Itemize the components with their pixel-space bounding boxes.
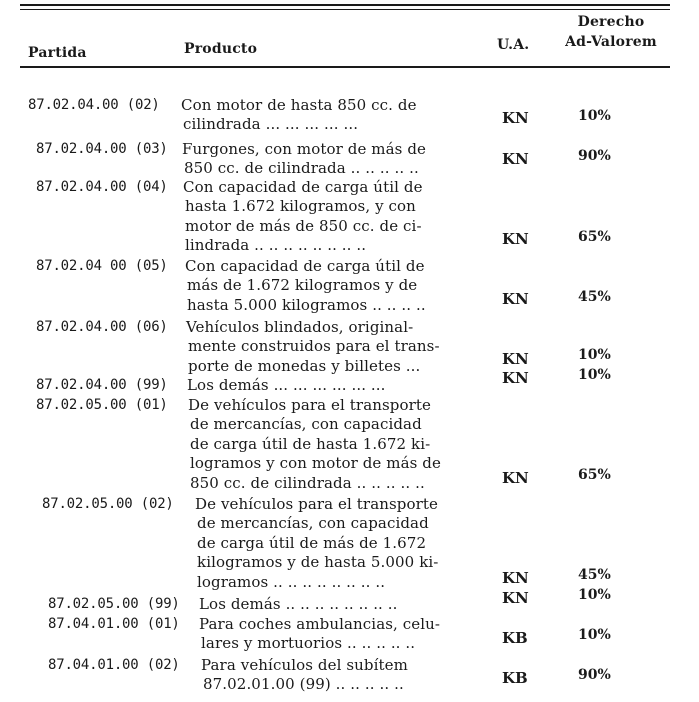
partida-cell: 87.02.05.00 (02) bbox=[42, 496, 174, 512]
producto-line: 87.02.01.00 (99) .. .. .. .. .. bbox=[203, 675, 404, 694]
derecho-cell: 45% bbox=[578, 567, 611, 583]
partida-cell: 87.02.04.00 (06) bbox=[36, 319, 168, 335]
ua-cell: KN bbox=[502, 589, 529, 607]
ua-cell: KN bbox=[502, 109, 529, 127]
producto-line: Vehículos blindados, original- bbox=[186, 318, 414, 336]
producto-line: de carga útil de más de 1.672 bbox=[197, 533, 427, 552]
derecho-cell: 10% bbox=[578, 347, 611, 363]
ua-cell: KN bbox=[502, 230, 529, 248]
producto-line: Furgones, con motor de más de bbox=[182, 140, 427, 158]
producto-line: de carga útil de hasta 1.672 ki- bbox=[190, 434, 431, 453]
partida-cell: 87.02.05.00 (01) bbox=[36, 397, 168, 413]
derecho-cell: 90% bbox=[578, 148, 611, 164]
producto-line: motor de más de 850 cc. de ci- bbox=[185, 216, 422, 235]
producto-line: más de 1.672 kilogramos y de bbox=[187, 276, 418, 295]
partida-cell: 87.02.04.00 (04) bbox=[36, 179, 168, 195]
header-rule bbox=[20, 66, 670, 68]
producto-line: Con capacidad de carga útil de bbox=[185, 257, 425, 275]
top-rule bbox=[20, 4, 670, 6]
partida-cell: 87.02.04 00 (05) bbox=[36, 258, 168, 274]
partida-cell: 87.02.04.00 (99) bbox=[36, 377, 168, 393]
producto-line: de mercancías, con capacidad bbox=[190, 415, 422, 434]
partida-cell: 87.02.05.00 (99) bbox=[48, 596, 180, 612]
ua-cell: KN bbox=[502, 350, 529, 368]
header-derecho-line1: Derecho bbox=[577, 14, 645, 30]
producto-line: Con motor de hasta 850 cc. de bbox=[181, 96, 417, 114]
producto-line: 850 cc. de cilindrada .. .. .. .. .. bbox=[184, 159, 419, 178]
partida-cell: 87.02.04.00 (02) bbox=[28, 97, 160, 113]
producto-line: De vehículos para el transporte bbox=[195, 495, 439, 513]
ua-cell: KN bbox=[502, 369, 529, 387]
ua-cell: KB bbox=[502, 669, 528, 687]
partida-cell: 87.04.01.00 (01) bbox=[48, 616, 180, 632]
partida-cell: 87.02.04.00 (03) bbox=[36, 141, 168, 157]
producto-line: de mercancías, con capacidad bbox=[197, 514, 429, 533]
producto-line: Para coches ambulancias, celu- bbox=[199, 615, 441, 633]
producto-line: kilogramos y de hasta 5.000 ki- bbox=[197, 553, 439, 572]
header-ua: U.A. bbox=[497, 37, 530, 53]
ua-cell: KN bbox=[502, 150, 529, 168]
derecho-cell: 10% bbox=[578, 587, 611, 603]
producto-line: cilindrada ... ... ... ... ... bbox=[183, 115, 359, 134]
top-rule-thin bbox=[20, 9, 670, 10]
producto-line: 850 cc. de cilindrada .. .. .. .. .. bbox=[190, 473, 425, 492]
partida-cell: 87.04.01.00 (02) bbox=[48, 657, 180, 673]
producto-line: Para vehículos del subítem bbox=[201, 656, 408, 674]
producto-line: mente construidos para el trans- bbox=[188, 337, 440, 356]
derecho-cell: 10% bbox=[578, 108, 611, 124]
derecho-cell: 65% bbox=[578, 467, 611, 483]
producto-line: lindrada .. .. .. .. .. .. .. .. bbox=[185, 236, 367, 255]
header-derecho-line2: Ad-Valorem bbox=[565, 34, 657, 50]
header-derecho bbox=[552, 12, 670, 52]
derecho-cell: 90% bbox=[578, 667, 611, 683]
header-producto: Producto bbox=[184, 41, 258, 57]
producto-line: logramos y con motor de más de bbox=[190, 454, 441, 473]
ua-cell: KB bbox=[502, 629, 528, 647]
producto-line: Los demás .. .. .. .. .. .. .. .. bbox=[199, 595, 398, 613]
producto-line: hasta 5.000 kilogramos .. .. .. .. bbox=[187, 295, 426, 314]
derecho-cell: 65% bbox=[578, 229, 611, 245]
producto-line: porte de monedas y billetes ... bbox=[188, 356, 421, 375]
derecho-cell: 10% bbox=[578, 367, 611, 383]
derecho-cell: 10% bbox=[578, 627, 611, 643]
ua-cell: KN bbox=[502, 290, 529, 308]
ua-cell: KN bbox=[502, 469, 529, 487]
producto-line: hasta 1.672 kilogramos, y con bbox=[185, 197, 416, 216]
derecho-cell: 45% bbox=[578, 289, 611, 305]
producto-line: De vehículos para el transporte bbox=[188, 396, 432, 414]
producto-line: logramos .. .. .. .. .. .. .. .. bbox=[197, 572, 386, 591]
producto-line: Los demás ... ... ... ... ... ... bbox=[187, 376, 386, 394]
producto-line: Con capacidad de carga útil de bbox=[183, 178, 423, 196]
header-partida: Partida bbox=[28, 45, 87, 61]
producto-line: lares y mortuorios .. .. .. .. .. bbox=[201, 634, 416, 653]
ua-cell: KN bbox=[502, 569, 529, 587]
